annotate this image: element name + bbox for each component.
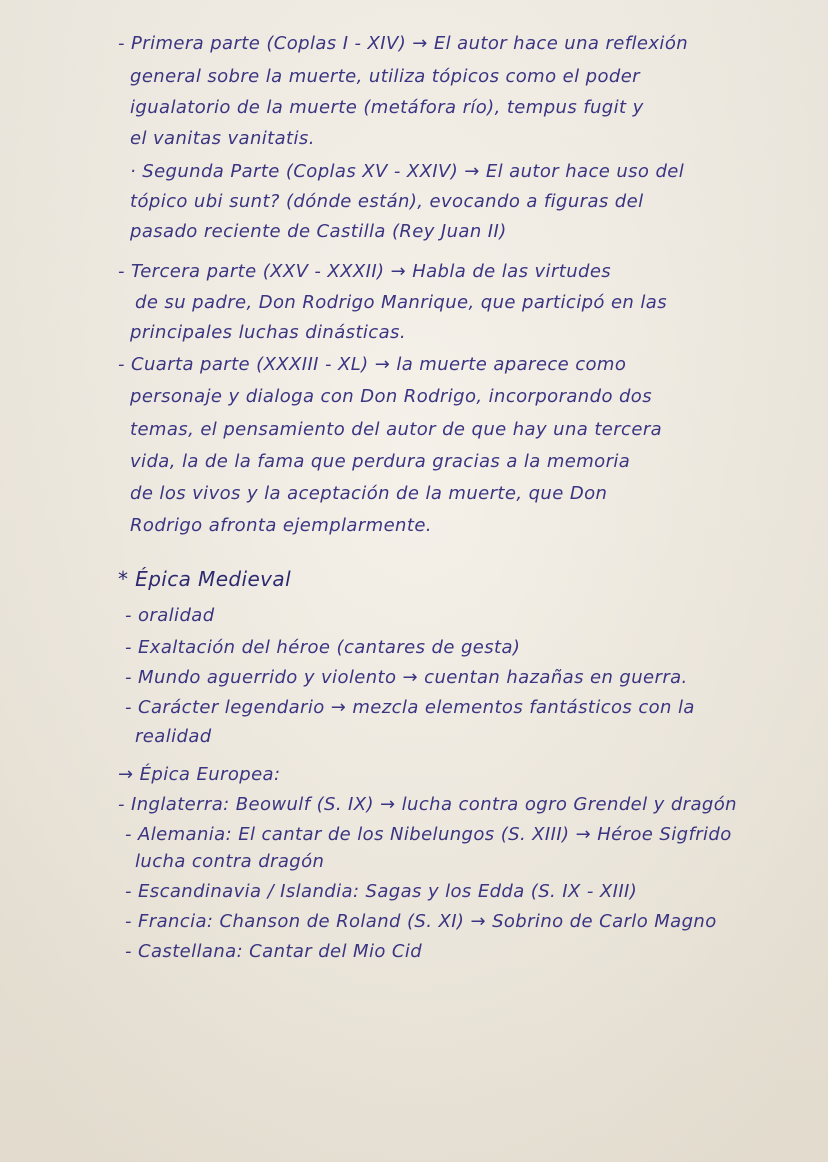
note-line: realidad [135,726,212,747]
note-line: principales luchas dinásticas. [130,322,406,343]
note-line: de los vivos y la aceptación de la muerte, que Don [130,483,608,504]
note-line: igualatorio de la muerte (metáfora río), tempus fugit y [130,97,644,118]
note-line: - Escandinavia / Islandia: Sagas y los Edda (S. IX - XIII) [125,881,638,902]
note-line: - oralidad [125,605,215,626]
note-line: · Segunda Parte (Coplas XV - XXIV) → El autor hace uso del [130,161,685,182]
note-line: - Exaltación del héroe (cantares de gesta) [125,637,521,658]
subsection-heading: → Épica Europea: [118,764,281,785]
note-line: - Cuarta parte (XXXIII - XL) → la muerte aparece como [118,354,627,375]
note-line: - Castellana: Cantar del Mio Cid [125,941,423,962]
note-line: - Primera parte (Coplas I - XIV) → El autor hace una reflexión [118,33,689,54]
note-line: temas, el pensamiento del autor de que hay una tercera [130,419,663,440]
section-heading: * Épica Medieval [118,567,292,591]
note-line: - Mundo aguerrido y violento → cuentan hazañas en guerra. [125,667,688,688]
note-line: - Inglaterra: Beowulf (S. IX) → lucha contra ogro Grendel y dragón [118,794,737,815]
note-line: personaje y dialoga con Don Rodrigo, incorporando dos [130,386,652,407]
note-line: Rodrigo afronta ejemplarmente. [130,515,432,536]
note-line: pasado reciente de Castilla (Rey Juan II) [130,221,507,242]
note-line: lucha contra dragón [135,851,325,872]
note-line: - Alemania: El cantar de los Nibelungos (S. XIII) → Héroe Sigfrido [125,824,732,845]
note-line: tópico ubi sunt? (dónde están), evocando a figuras del [130,191,644,212]
note-line: el vanitas vanitatis. [130,128,315,149]
note-line: de su padre, Don Rodrigo Manrique, que participó en las [135,292,667,313]
note-line: - Carácter legendario → mezcla elementos fantásticos con la [125,697,695,718]
note-line: - Tercera parte (XXV - XXXII) → Habla de las virtudes [118,261,612,282]
note-line: vida, la de la fama que perdura gracias a la memoria [130,451,631,472]
note-line: general sobre la muerte, utiliza tópicos como el poder [130,66,640,87]
note-line: - Francia: Chanson de Roland (S. XI) → Sobrino de Carlo Magno [125,911,717,932]
